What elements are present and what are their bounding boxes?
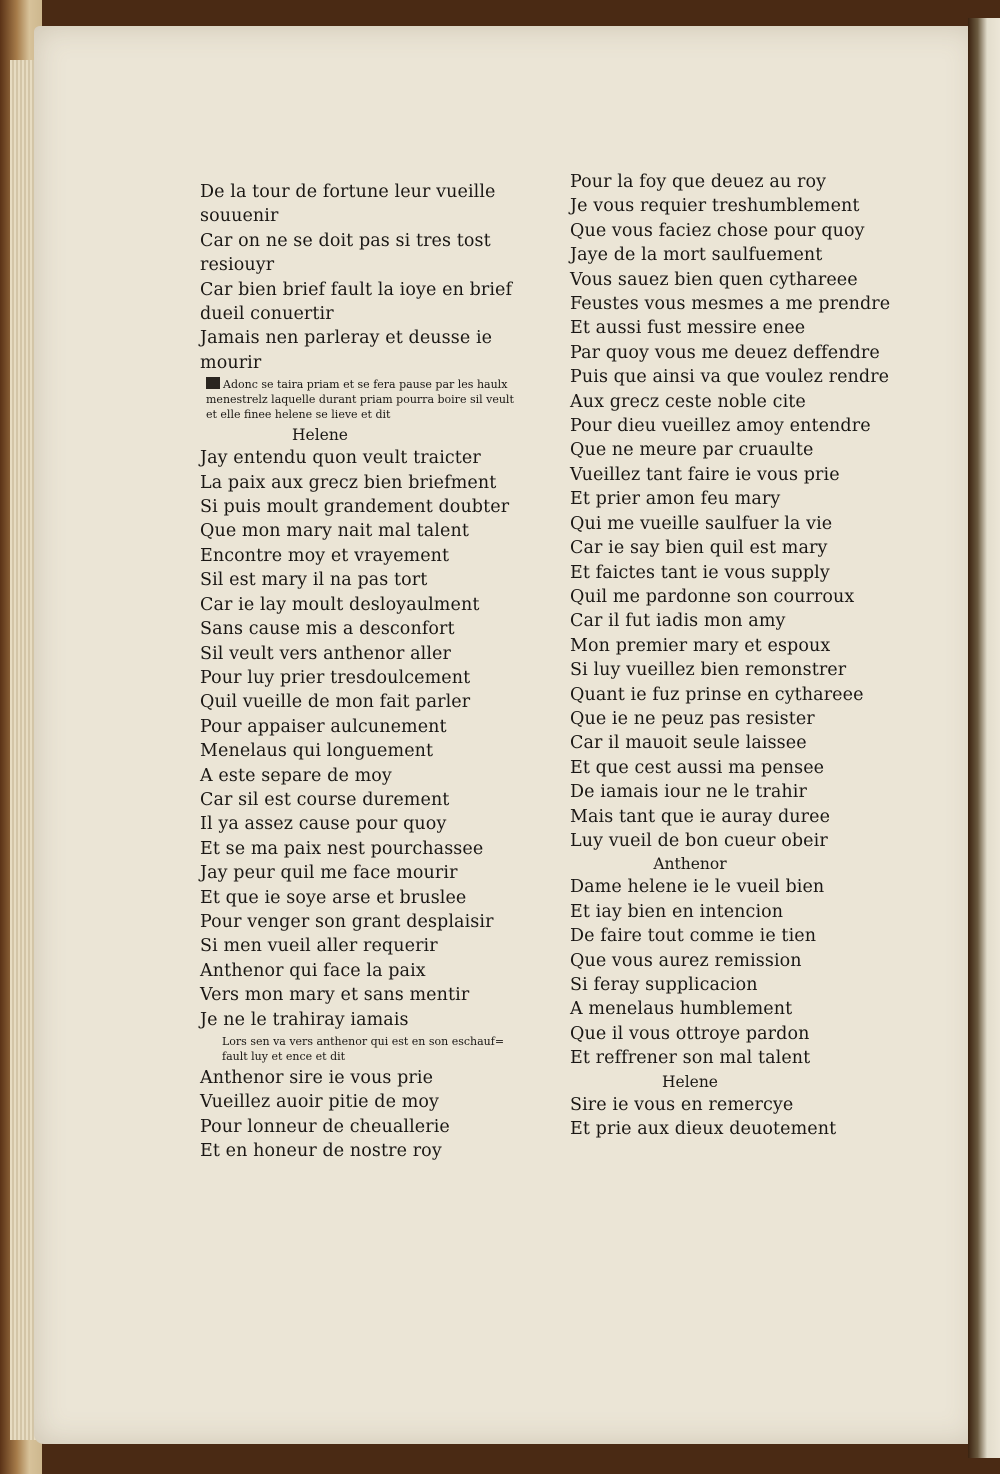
- verse-line: Et que cest aussi ma pensee: [570, 757, 825, 778]
- verse-line: souuenir: [200, 206, 279, 227]
- verse-line: Encontre moy et vrayement: [200, 545, 450, 566]
- verse-line: Et prier amon feu mary: [570, 489, 781, 510]
- verse-line: Luy vueil de bon cueur obeir: [570, 830, 828, 851]
- verse-line: Si luy vueillez bien remonstrer: [570, 660, 847, 681]
- verse-line: Vueillez auoir pitie de moy: [200, 1092, 440, 1113]
- verse-line: Mon premier mary et espoux: [570, 635, 831, 656]
- verse-line: Jay entendu quon veult traicter: [200, 448, 481, 469]
- verse-line: Et aussi fust messire enee: [570, 318, 806, 339]
- left-text-column: [200, 180, 560, 1164]
- verse-line: Anthenor sire ie vous prie: [200, 1068, 434, 1088]
- verse-line: De la tour de fortune leur vueille: [200, 182, 496, 202]
- verse-line: Sil veult vers anthenor aller: [200, 643, 451, 664]
- verse-line: Pour la foy que deuez au roy: [570, 172, 827, 192]
- verse-line: Et faictes tant ie vous supply: [570, 562, 830, 583]
- verse-line: Pour lonneur de cheuallerie: [200, 1116, 450, 1137]
- verse-line: Si puis moult grandement doubter: [200, 497, 510, 518]
- right-text-column: [570, 170, 930, 1141]
- verse-line: Que il vous ottroye pardon: [570, 1023, 810, 1044]
- verse-line: De faire tout comme ie tien: [570, 926, 817, 947]
- verse-line: Sire ie vous en remercye: [570, 1094, 794, 1115]
- verse-line: Et que ie soye arse et bruslee: [200, 887, 467, 908]
- verse-line: Que vous faciez chose pour quoy: [570, 220, 865, 241]
- verse-line: Pour luy prier tresdoulcement: [200, 667, 471, 688]
- verse-line: Car bien brief fault la ioye en brief: [200, 279, 513, 300]
- verse-line: Si feray supplicacion: [570, 975, 758, 995]
- verse-line: Je vous requier treshumblement: [570, 196, 860, 217]
- stage-direction-1: Adonc se taira priam et se fera pause par les haulx menestrelz laquelle durant priam pourra boire sil veult et elle finee helene se lieve et dit: [206, 378, 514, 422]
- verse-line: Sans cause mis a desconfort: [200, 619, 455, 640]
- verse-line: mourir: [200, 352, 262, 373]
- verse-line: Jaye de la mort saulfuement: [570, 245, 823, 266]
- verse-line: Que vous aurez remission: [570, 950, 802, 971]
- verse-line: Jay peur quil me face mourir: [200, 863, 458, 884]
- verse-line: Il ya assez cause pour quoy: [200, 814, 447, 835]
- verse-line: Car sil est course durement: [200, 789, 450, 810]
- right-block-3: [570, 1093, 930, 1142]
- verse-line: Sil est mary il na pas tort: [200, 570, 428, 591]
- verse-line: Quil me pardonne son courroux: [570, 586, 855, 607]
- left-block-2: [200, 446, 560, 1032]
- verse-line: Et en honeur de nostre roy: [200, 1141, 442, 1162]
- verse-line: Et se ma paix nest pourchassee: [200, 838, 484, 859]
- verse-line: Que ne meure par cruaulte: [570, 440, 814, 461]
- verse-line: Jamais nen parleray et deusse ie: [200, 328, 493, 349]
- verse-line: resiouyr: [200, 255, 275, 276]
- verse-line: A menelaus humblement: [570, 999, 793, 1020]
- verse-line: Car il fut iadis mon amy: [570, 611, 786, 632]
- left-block-1: [200, 180, 560, 375]
- left-block-3: [200, 1066, 560, 1164]
- verse-line: Pour dieu vueillez amoy entendre: [570, 416, 871, 437]
- verse-line: Par quoy vous me deuez deffendre: [570, 342, 880, 363]
- verse-line: Quant ie fuz prinse en cythareee: [570, 684, 864, 705]
- verse-line: Que ie ne peuz pas resister: [570, 708, 815, 729]
- verse-line: De iamais iour ne le trahir: [570, 782, 807, 803]
- stage-direction-2: Lors sen va vers anthenor qui est en son eschauf= fault luy et ence et dit: [222, 1035, 505, 1063]
- verse-line: Qui me vueille saulfuer la vie: [570, 513, 833, 534]
- verse-line: Je ne le trahiray iamais: [200, 1009, 409, 1030]
- paragraph-mark-icon: [206, 377, 220, 389]
- verse-line: Si men vueil aller requerir: [200, 936, 438, 957]
- verse-line: dueil conuertir: [200, 304, 334, 325]
- verse-line: Quil vueille de mon fait parler: [200, 692, 471, 713]
- verse-line: Car il mauoit seule laissee: [570, 733, 807, 754]
- speaker-anthenor: Anthenor: [653, 855, 727, 874]
- verse-line: Car on ne se doit pas si tres tost: [200, 230, 491, 251]
- verse-line: Menelaus qui longuement: [200, 741, 434, 762]
- right-block-2: [570, 875, 930, 1070]
- verse-line: Et iay bien en intencion: [570, 901, 784, 922]
- verse-line: Que mon mary nait mal talent: [200, 521, 469, 542]
- verse-line: Feustes vous mesmes a me prendre: [570, 294, 891, 315]
- verse-line: Car ie lay moult desloyaulment: [200, 594, 480, 615]
- speaker-helene: Helene: [292, 426, 348, 445]
- verse-line: Mais tant que ie auray duree: [570, 806, 831, 827]
- verse-line: Vers mon mary et sans mentir: [200, 985, 470, 1006]
- verse-line: Vous sauez bien quen cythareee: [570, 269, 858, 290]
- verse-line: Et prie aux dieux deuotement: [570, 1119, 837, 1140]
- verse-line: A este separe de moy: [200, 765, 392, 786]
- speaker-helene-2: Helene: [662, 1072, 718, 1091]
- right-block-1: [570, 170, 930, 853]
- verse-line: Vueillez tant faire ie vous prie: [570, 464, 840, 485]
- verse-line: Aux grecz ceste noble cite: [570, 391, 806, 412]
- verse-line: Puis que ainsi va que voulez rendre: [570, 367, 890, 388]
- verse-line: Pour appaiser aulcunement: [200, 716, 447, 737]
- verse-line: Anthenor qui face la paix: [200, 960, 426, 981]
- verse-line: La paix aux grecz bien briefment: [200, 472, 497, 493]
- verse-line: Et reffrener son mal talent: [570, 1048, 811, 1069]
- book-gutter: [968, 18, 1000, 1458]
- verse-line: Car ie say bien quil est mary: [570, 538, 828, 559]
- verse-line: Dame helene ie le vueil bien: [570, 877, 825, 898]
- verse-line: Pour venger son grant desplaisir: [200, 911, 494, 932]
